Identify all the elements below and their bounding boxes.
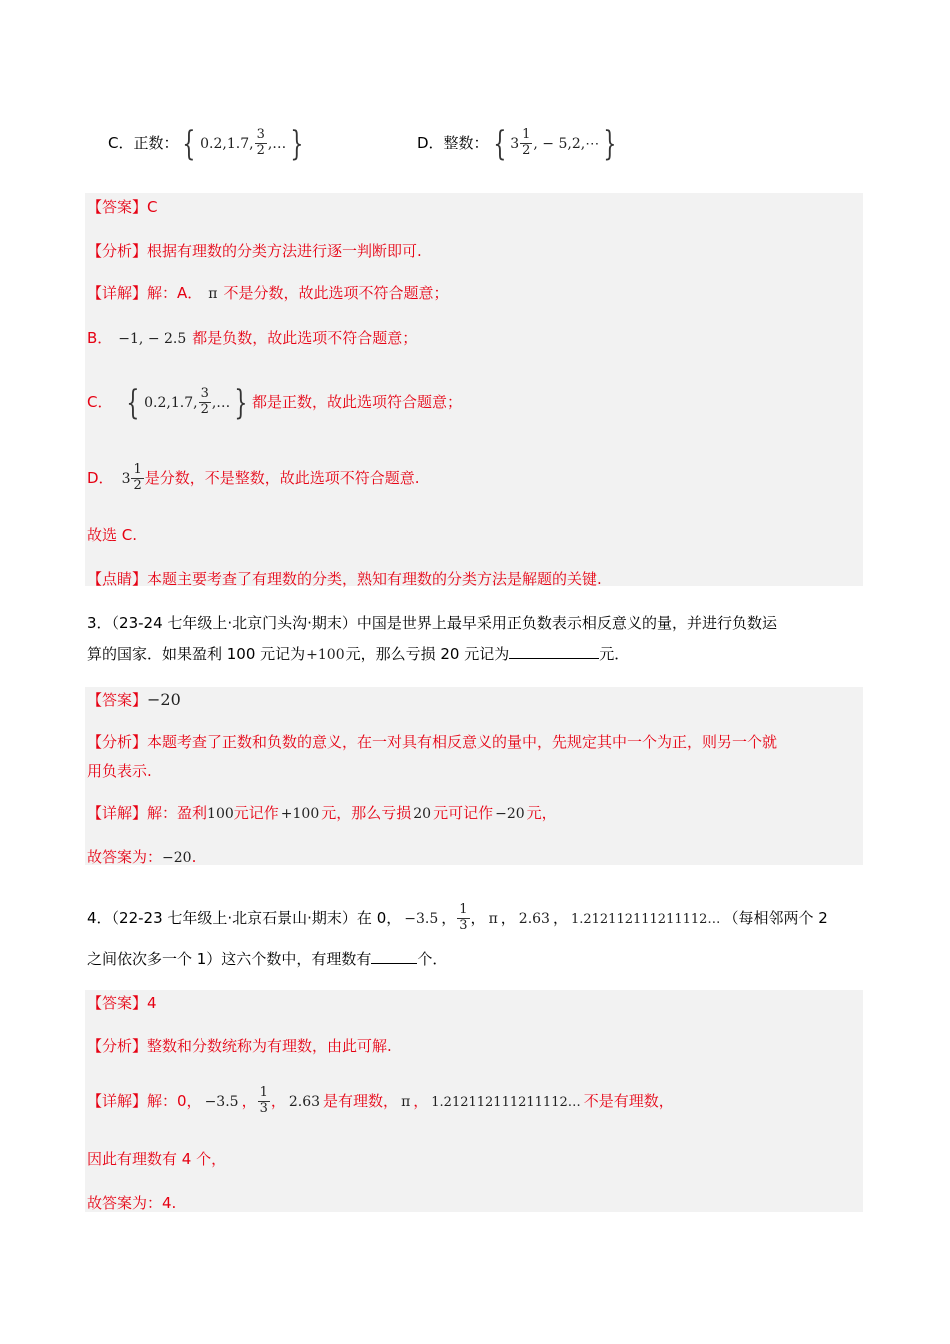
q2-detail-a: 【详解】解：A． π 不是分数，故此选项不符合题意； [87,284,449,302]
q4-final: 故答案为：4. [87,1194,177,1212]
q2-option-d: D．整数： { 3 $\frac{1}{2}$ , − 5,2,⋯ } [417,118,621,168]
q4-answer-blank [371,963,417,964]
left-brace: { [182,123,196,164]
q2-detail-b: B． −1, − 2.5 都是负数，故此选项不符合题意； [87,329,418,347]
q4-line2: 之间依次多一个 1）这六个数中，有理数有 个． [87,950,448,968]
q3-final: 故答案为：−20. [87,848,197,866]
q3-analysis-1: 【分析】本题考查了正数和负数的意义，在一对具有相反意义的量中，先规定其中一个为正，则另一个就 [87,733,778,751]
left-brace: { [492,123,506,164]
q3-line2: 算的国家．如果盈利 100 元记为+100元，那么亏损 20 元记为 元． [87,645,630,663]
q4-analysis: 【分析】整数和分数统称为有理数，由此可解. [87,1037,392,1055]
q4-detail: 【详解】解：0， −3.5 ， $\frac{1}{3}$ ， 2.63 是有理数， π ， 1.212112111211112… 不是有理数， [87,1085,674,1116]
q3-answer-box [85,687,863,865]
q2-comment: 【点睛】本题主要考查了有理数的分类，熟知有理数的分类方法是解题的关键. [87,570,602,588]
q3-answer: 【答案】−20 [87,690,181,709]
right-brace: } [290,123,304,164]
q2-choose: 故选 C. [87,526,138,544]
fraction: $\frac{3}{2}$ [256,127,265,158]
q3-line1: 3．（23-24 七年级上·北京门头沟·期末）中国是世界上最早采用正负数表示相反意义的量，并进行负数运 [87,614,777,632]
q3-analysis-2: 用负表示. [87,762,152,780]
q4-answer: 【答案】4 [87,994,157,1012]
q2-option-c: C．正数： { 0.2,1.7, $\frac{3}{2}$ ,… } [108,118,308,168]
q4-line1: 4．（22-23 七年级上·北京石景山·期末）在 0， −3.5 ， $\frac{1}{3}$ ， π ， 2.63 ， 1.212112111211112… （每相邻两个 2 [87,902,828,933]
q2-detail-c: C． { 0.2,1.7, $\frac{3}{2}$ ,… } 都是正数，故此选项符合题意； [87,382,462,423]
q2-answer: 【答案】C [87,198,158,216]
right-brace: } [603,123,617,164]
q4-count: 因此有理数有 4 个， [87,1150,227,1168]
q2-analysis: 【分析】根据有理数的分类方法进行逐一判断即可. [87,242,422,260]
q2-detail-d: D． 3 $\frac{1}{2}$ 是分数，不是整数，故此选项不符合题意. [87,462,420,493]
q3-detail: 【详解】解：盈利100元记作 +100 元，那么亏损 20 元可记作 −20 元， [87,804,557,822]
fraction: $\frac{1}{2}$ [522,127,531,158]
q3-answer-blank [509,658,599,659]
